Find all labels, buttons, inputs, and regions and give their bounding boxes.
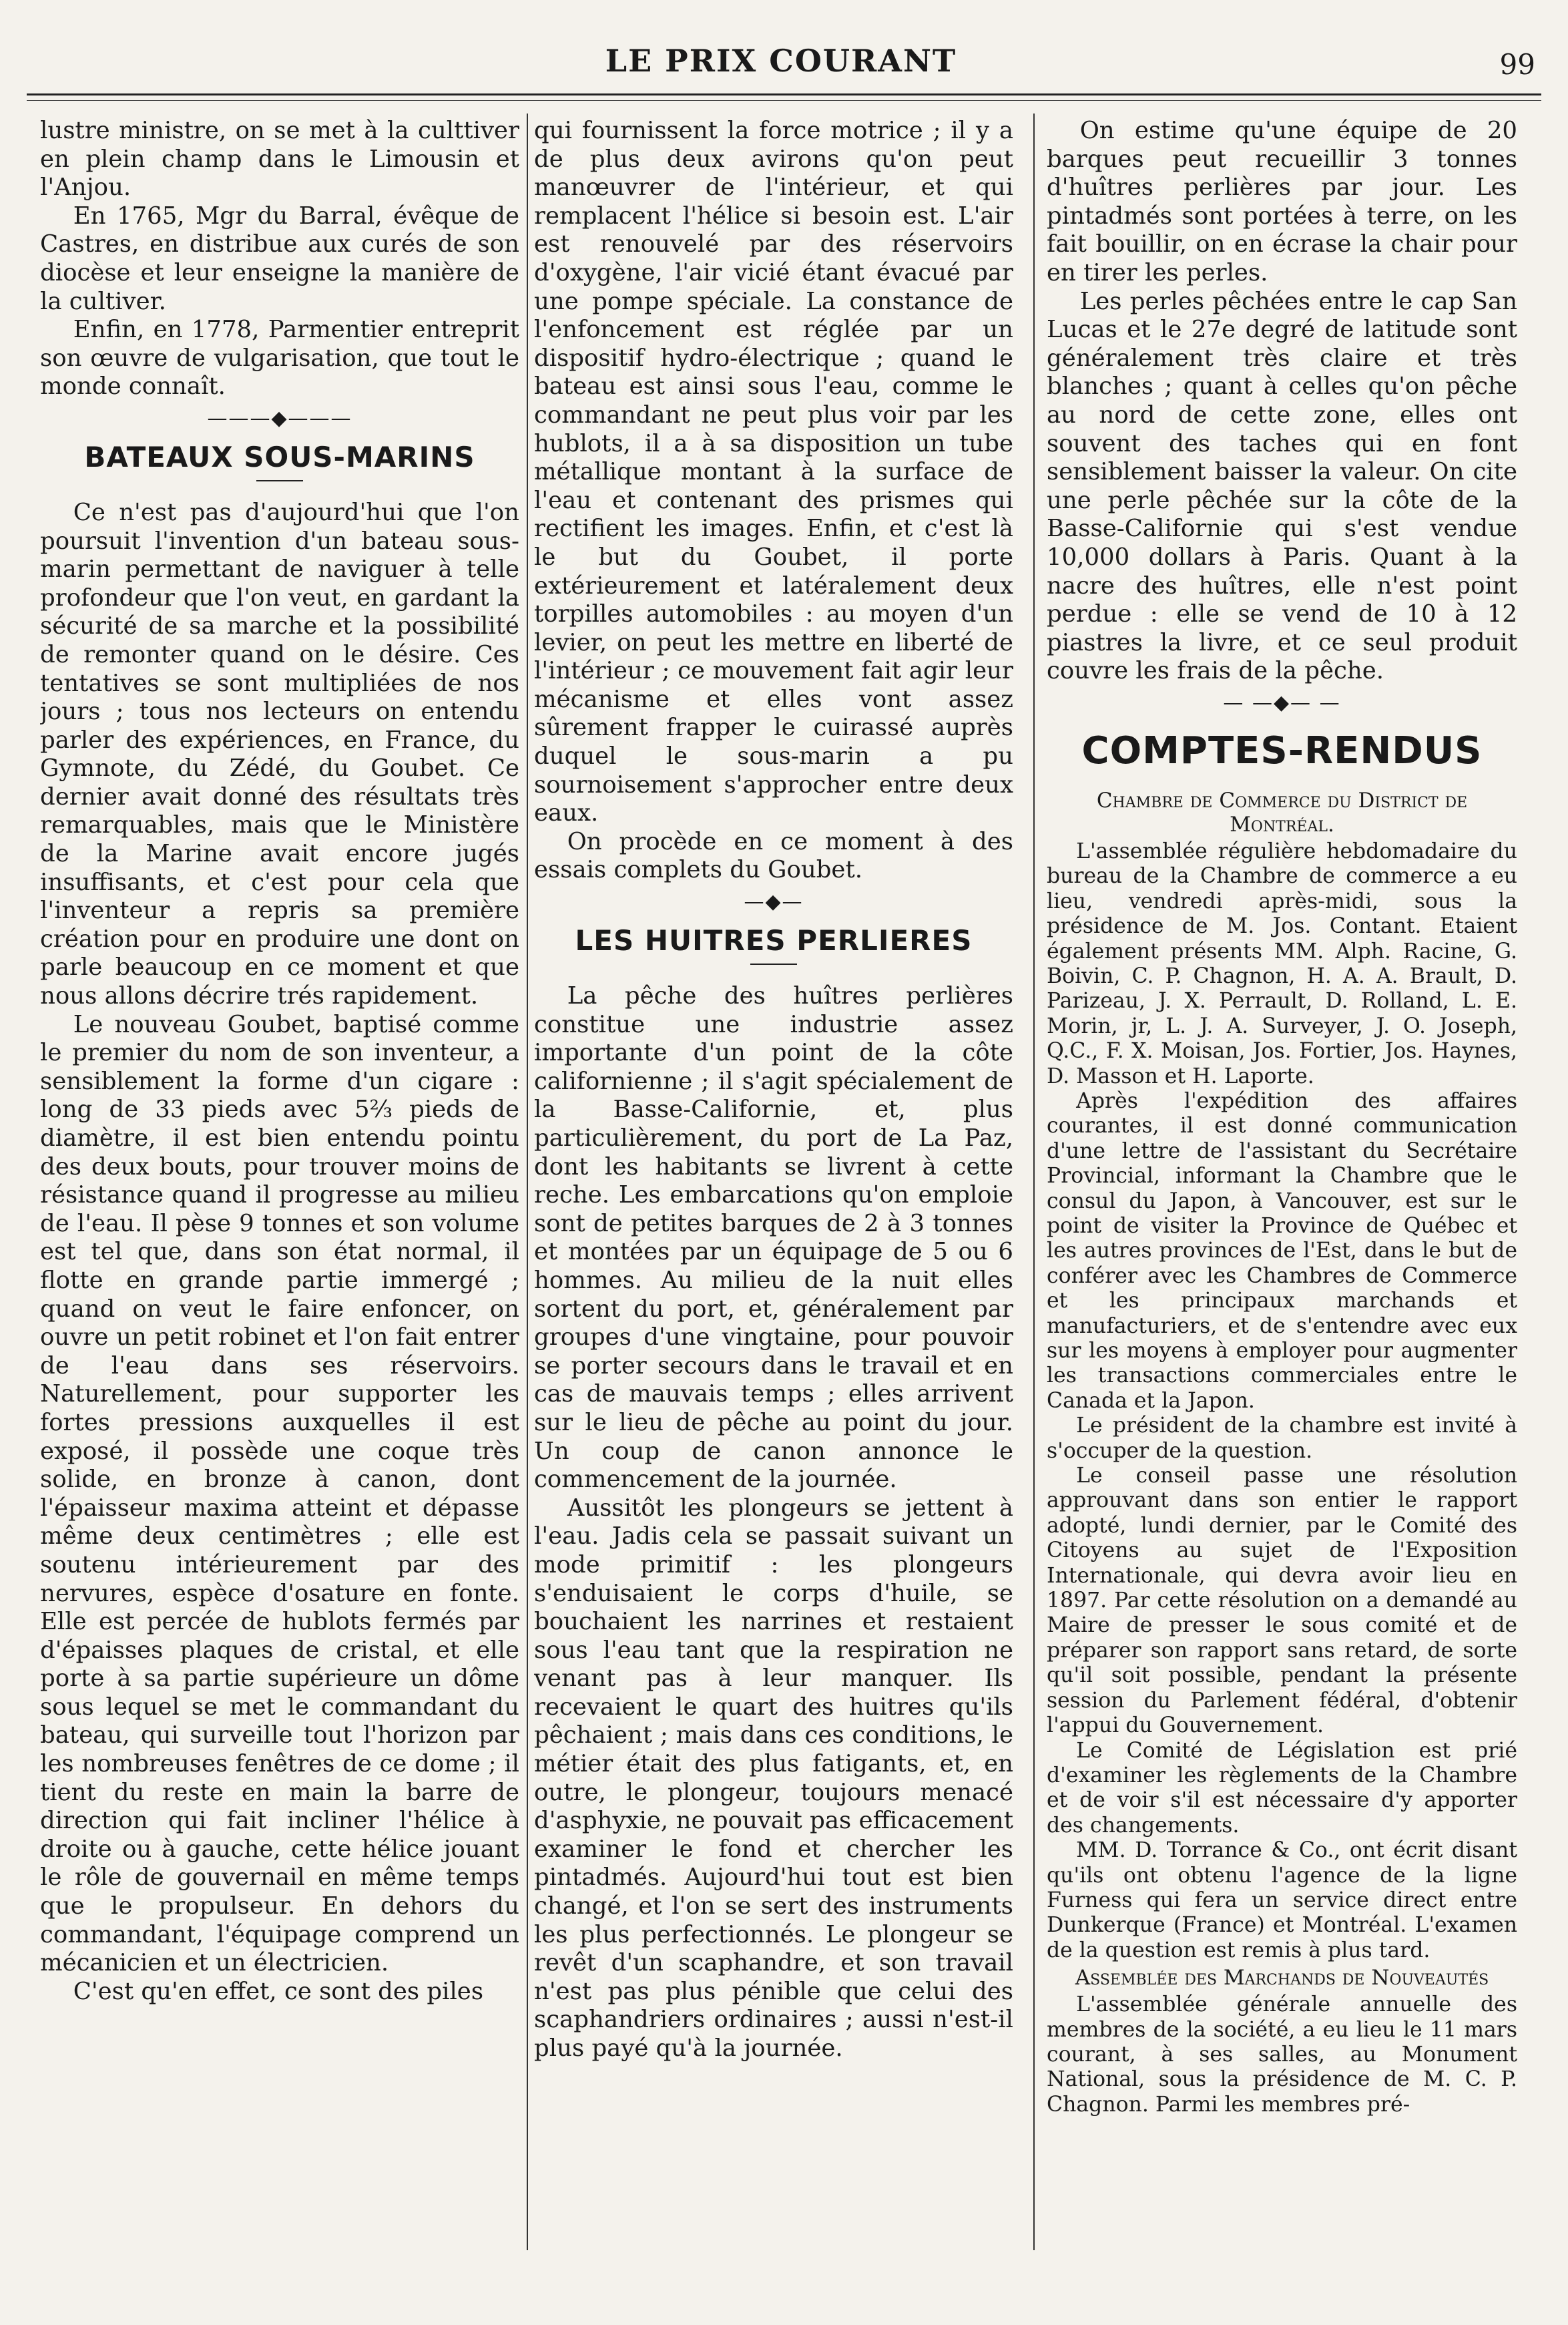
running-title: LE PRIX COURANT <box>605 43 957 79</box>
page-number: 99 <box>1499 48 1535 81</box>
paragraph: Après l'expédition des affaires courantes, il est donné communication d'une lettre de l'assistant du Secrétaire Provincial, informant la Chambre que le consul du Japon, à Vancouver, est sur le point de visiter la Province de Québec et les autres provinces de l'Est, dans le but de conférer avec les Chambres de Commerce et les principaux marchands et manufacturiers, et de s'entendre avec eux sur les moyens à employer pour augmenter les transactions commerciales entre le Canada et la Japon. <box>1047 1088 1517 1413</box>
section-separator: —◆— <box>744 890 804 914</box>
article-heading: LES HUITRES PERLIERES <box>575 924 973 958</box>
paragraph: Enfin, en 1778, Parmentier entreprit son œuvre de vulgarisation, que tout le monde connaît. <box>40 316 519 401</box>
page-header <box>27 39 1535 92</box>
paragraph: Le Comité de Législation est prié d'examiner les règlements de la Chambre et de voir s'il est nécessaire d'y apporter des changements. <box>1047 1738 1517 1838</box>
sub-heading: Chambre de Commerce du District de Montréal. <box>1096 788 1468 837</box>
paragraph: Aussitôt les plongeurs se jettent à l'eau. Jadis cela se passait suivant un mode primitif : les plongeurs s'enduisaient le corps d'huile, se bouchaient les narrines et restaient sous l'eau tant que la respiration ne venant pas à leur manquer. Ils recevaient le quart des huitres qu'ils pêchaient ; mais dans ces conditions, le métier était des plus fatigants, et, en outre, le plongeur, toujours menacé d'asphyxie, ne pouvait pas efficacement examiner le fond et chercher les pintadmés. Aujourd'hui tout est bien changé, et l'on se sert des instruments les plus perfectionnés. Le plongeur se revêt d'un scaphandre, et son travail n'est pas plus pénible que celui des scaphandriers ordinaires ; aussi n'est-il plus payé qu'à la journée. <box>534 1494 1013 2062</box>
paragraph: Ce n'est pas d'aujourd'hui que l'on poursuit l'invention d'un bateau sous-marin permettant de naviguer à telle profondeur que l'on veut, en gardant la sécurité de sa marche et la possibilité de remonter quand on le désire. Ces tentatives se sont multipliées de nos jours ; tous nos lecteurs on entendu parler des expériences, en France, du Gymnote, du Zédé, du Goubet. Ce dernier avait donné des résultats très remarquables, mais que le Ministère de la Marine avait encore jugés insuffisants, et c'est pour cela que l'inventeur a repris sa première création pour en produire une dont on parle beaucoup en ce moment et que nous allons décrire trés rapidement. <box>40 498 519 1010</box>
paragraph: Le conseil passe une résolution approuvant dans son entier le rapport adopté, lundi dernier, par le Comité des Citoyens au sujet de l'Exposition Internationale, qui devra avoir lieu en 1897. Par cette résolution on a demandé au Maire de presser le sous comité et de préparer son rapport sans retard, de sorte qu'il soit possible, pendant la présente session du Parlement fédéral, d'obtenir l'appui du Gouvernement. <box>1047 1464 1517 1738</box>
column-1 <box>40 117 519 2250</box>
sub-heading: Assemblée des Marchands de Nouveautés <box>1075 1966 1489 1990</box>
paragraph: MM. D. Torrance & Co., ont écrit disant qu'ils ont obtenu l'agence de la ligne Furness qui fera un service direct entre Dunkerque (France) et Montréal. L'examen de la question est remis à plus tard. <box>1047 1838 1517 1962</box>
header-rule <box>27 93 1541 95</box>
heading-rule <box>750 964 797 965</box>
paragraph: qui fournissent la force motrice ; il y a de plus deux avirons qu'on peut manœuvrer de l'intérieur, et qui remplacent l'hélice si besoin est. L'air est renouvelé par des réservoirs d'oxygène, l'air vicié étant évacué par une pompe spéciale. La constance de l'enfoncement est réglée par un dispositif hydro-électrique ; quand le bateau est ainsi sous l'eau, comme le commandant ne peut plus voir par les hublots, il a à sa disposition un tube métallique montant à la surface de l'eau et contenant des prismes qui rectifient les images. Enfin, et c'est là le but du Goubet, il porte extérieurement et latéralement deux torpilles automobiles : au moyen d'un levier, on peut les mettre en liberté de l'intérieur ; ce mouvement fait agir leur mécanisme et elles vont assez sûrement frapper le cuirassé auprès duquel le sous-marin a pu sournoisement s'approcher entre deux eaux. <box>534 117 1013 827</box>
paragraph: L'assemblée régulière hebdomadaire du bureau de la Chambre de commerce a eu lieu, vendredi après-midi, sous la présidence de M. Jos. Contant. Etaient également présents MM. Alph. Racine, G. Boivin, C. P. Chagnon, H. A. A. Brault, D. Parizeau, J. X. Perrault, D. Rolland, L. E. Morin, jr, L. J. A. Surveyer, J. O. Joseph, Q.C., F. X. Moisan, Jos. Fortier, Jos. Haynes, D. Masson et H. Laporte. <box>1047 839 1517 1088</box>
column-divider-1 <box>527 114 528 2250</box>
paragraph: Le président de la chambre est invité à s'occuper de la question. <box>1047 1414 1517 1463</box>
column-3 <box>1047 117 1517 2250</box>
paragraph: L'assemblée générale annuelle des membres de la société, a eu lieu le 11 mars courant, à ses salles, au Monument National, sous la présidence de M. C. P. Chagnon. Parmi les membres pré- <box>1047 1992 1517 2117</box>
article-heading: BATEAUX SOUS-MARINS <box>84 440 475 473</box>
paragraph: On procède en ce moment à des essais complets du Goubet. <box>534 827 1013 884</box>
section-separator: — —◆— — <box>1223 690 1341 714</box>
section-separator: ———◆——— <box>207 406 352 430</box>
paragraph: C'est qu'en effet, ce sont des piles <box>73 1977 484 2005</box>
paragraph: En 1765, Mgr du Barral, évêque de Castres, en distribue aux curés de son diocèse et leur enseigne la manière de la cultiver. <box>40 202 519 315</box>
paragraph: Les perles pêchées entre le cap San Lucas et le 27e degré de latitude sont généralement très claire et très blanches ; quant à celles qu'on pêche au nord de cette zone, elles ont souvent des taches qui en font sensiblement baisser la valeur. On cite une perle pêchée sur la côte de la Basse-Californie qui s'est vendue 10,000 dollars à Paris. Quant à la nacre des huîtres, elle n'est point perdue : elle se vend de 10 à 12 piastres la livre, et ce seul produit couvre les frais de la pêche. <box>1047 287 1517 685</box>
paragraph: Le nouveau Goubet, baptisé comme le premier du nom de son inventeur, a sensiblement la forme d'un cigare : long de 33 pieds avec 5⅔ pieds de diamètre, il est bien entendu pointu des deux bouts, pour trouver moins de résistance quand il progresse au milieu de l'eau. Il pèse 9 tonnes et son volume est tel que, dans son état normal, il flotte en grande partie immergé ; quand on veut le faire enfoncer, on ouvre un petit robinet et l'on fait entrer de l'eau dans ses réservoirs. Naturellement, pour supporter les fortes pressions auxquelles il est exposé, il possède une coque très solide, en bronze à canon, dont l'épaisseur maxima atteint et dépasse même deux centimètres ; elle est soutenu intérieurement par des nervures, espèce d'osature en fonte. Elle est percée de hublots fermés par d'épaisses plaques de cristal, et elle porte à sa partie supérieure un dôme sous lequel se met le commandant du bateau, qui surveille tout l'horizon par les nombreuses fenêtres de ce dome ; il tient du reste en main la barre de direction qui fait incliner l'hélice à droite ou à gauche, cette hélice jouant le rôle de gouvernail en même temps que le propulseur. En dehors du commandant, l'équipage comprend un mécanicien et un électricien. <box>40 1010 519 1977</box>
header-rule-thin <box>27 100 1541 101</box>
paragraph: La pêche des huîtres perlières constitue une industrie assez importante d'un point de la côte californienne ; il s'agit spécialement de la Basse-Californie, et, plus particulièrement, du port de La Paz, dont les habitants se livrent à cette reche. Les embarcations qu'on emploie sont de petites barques de 2 à 3 tonnes et montées par un équipage de 5 ou 6 hommes. Au milieu de la nuit elles sortent du port, et, généralement par groupes d'une vingtaine, pour pouvoir se porter secours dans le travail et en cas de mauvais temps ; elles arrivent sur le lieu de pêche au point du jour. Un coup de canon annonce le commencement de la journée. <box>534 982 1013 1494</box>
column-divider-2 <box>1033 114 1035 2250</box>
paragraph: lustre ministre, on se met à la culttiver en plein champ dans le Limousin et l'Anjou. <box>40 117 519 202</box>
column-2 <box>534 117 1013 2250</box>
heading-rule <box>256 480 303 481</box>
section-heading: COMPTES-RENDUS <box>1081 728 1483 773</box>
paragraph: On estime qu'une équipe de 20 barques peut recueillir 3 tonnes d'huîtres perlières par jour. Les pintadmés sont portées à terre, on les fait bouillir, on en écrase la chair pour en tirer les perles. <box>1047 117 1517 286</box>
